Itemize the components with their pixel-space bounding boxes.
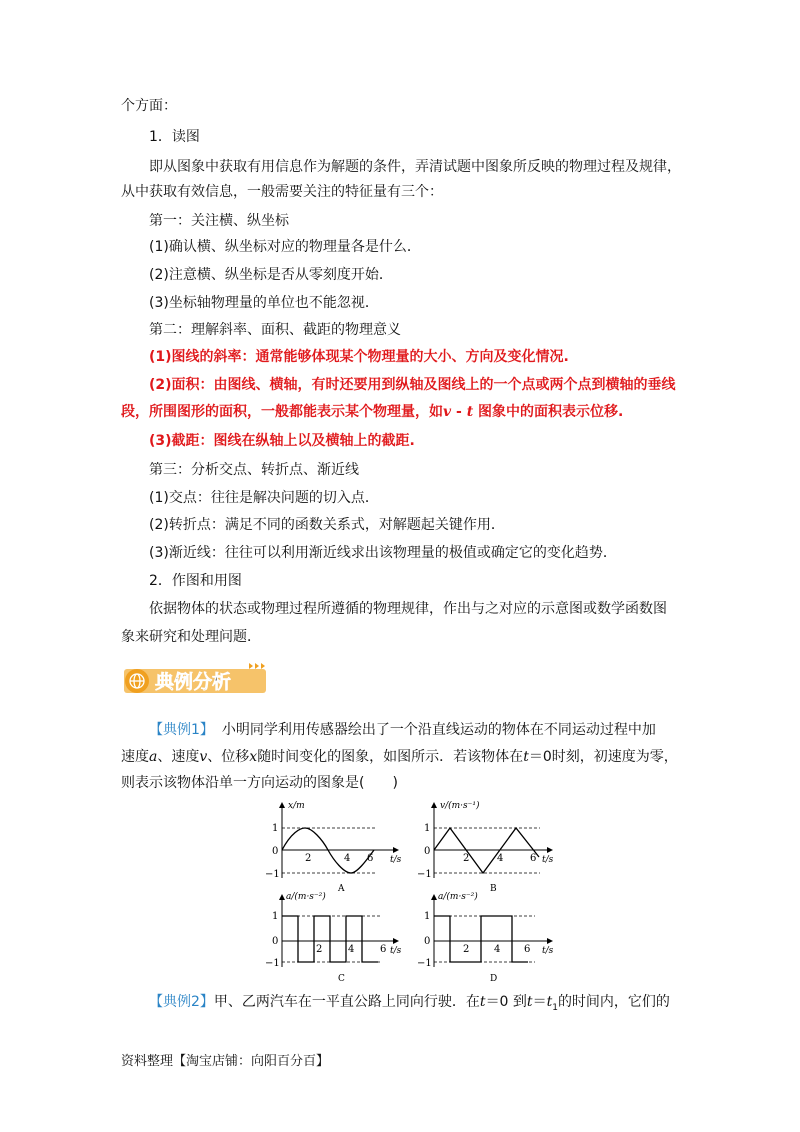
arrow-icon [255, 663, 259, 669]
highlight-line: (3)截距：图线在纵轴上以及横轴上的截距. [149, 433, 415, 449]
highlight-line: (1)图线的斜率：通常能够体现某个物理量的大小、方向及变化情况. [149, 349, 569, 365]
tick-label: 2 [463, 853, 470, 864]
tick-label: −1 [417, 958, 432, 969]
graph-b [417, 800, 554, 894]
motion-graphs [250, 795, 570, 985]
tick-label: 4 [497, 853, 504, 864]
graph-caption: C [338, 974, 345, 984]
tick-label: 6 [530, 853, 537, 864]
banner-graphic [121, 660, 271, 696]
text-line: 第一：关注横、纵坐标 [149, 213, 289, 229]
tick-label: −1 [265, 958, 280, 969]
tick-label: 1 [272, 823, 279, 834]
text-line: (1)确认横、纵坐标对应的物理量各是什么． [149, 239, 421, 255]
x-axis-label: t/s [390, 946, 402, 956]
graph-caption: A [338, 884, 345, 894]
example-tag: 【典例1】 [149, 722, 214, 738]
x-axis-label: t/s [542, 855, 554, 865]
y-axis-label: v/(m·s⁻¹) [440, 801, 480, 811]
var-v: v [443, 404, 452, 420]
highlight-line [121, 402, 623, 422]
text-line: (2)转折点：满足不同的函数关系式，对解题起关键作用． [149, 517, 505, 533]
var-t: t [523, 749, 529, 765]
text-line: (1)交点：往往是解决问题的切入点． [149, 490, 379, 506]
text-line: 第二：理解斜率、面积、截距的物理意义 [149, 322, 401, 338]
example-2-line [149, 992, 670, 1018]
tick-label: 6 [380, 944, 387, 955]
text-line: (2)注意横、纵坐标是否从零刻度开始． [149, 267, 393, 283]
tick-label: 4 [494, 944, 501, 955]
text-line: 第三：分析交点、转折点、渐近线 [149, 462, 359, 478]
tick-label: 2 [463, 944, 470, 955]
page-footer: 资料整理【淘宝店铺：向阳百分百】 [121, 1054, 330, 1069]
graph-c [265, 891, 402, 984]
var-t: t [526, 994, 533, 1010]
var-v: v [199, 749, 208, 765]
text-span: 的时间内，它们的 [557, 994, 670, 1010]
section-heading: 2．作图和用图 [149, 573, 242, 589]
var-t: t [479, 994, 486, 1010]
subscript: 1 [552, 1002, 558, 1013]
text-span: ＝0时刻，初速度为零， [528, 749, 678, 765]
section-heading: 1．读图 [149, 129, 200, 145]
tick-label: 4 [344, 853, 351, 864]
text-line: (3)坐标轴物理量的单位也不能忽视． [149, 295, 379, 311]
tick-label: 2 [316, 944, 323, 955]
tick-label: 4 [348, 944, 355, 955]
example-tag: 【典例2】 [149, 994, 214, 1010]
graph-d [417, 891, 554, 984]
text-line: 象来研究和处理问题． [121, 629, 261, 645]
text-span: 小明同学利用传感器绘出了一个沿直线运动的物体在不同运动过程中加 [221, 722, 656, 738]
tick-label: 6 [524, 944, 531, 955]
graph-caption: D [490, 974, 498, 984]
example-1-line [149, 720, 656, 740]
text-line: 个方面： [121, 98, 177, 114]
graph-a [265, 801, 402, 894]
text-span: 、位移 [207, 749, 250, 765]
var-x: x [249, 749, 258, 765]
tick-label: 1 [424, 823, 431, 834]
tick-label: −1 [265, 869, 280, 880]
var-t: t [466, 404, 474, 420]
tick-label: 6 [367, 853, 374, 864]
text-span: ＝0 到 [485, 994, 527, 1010]
highlight-line: (2)面积：由图线、横轴，有时还要用到纵轴及图线上的一个点或两个点到横轴的垂线 [149, 377, 676, 393]
tick-label: 0 [272, 936, 279, 947]
graph-caption: B [490, 884, 497, 894]
banner-title: 典例分析 [155, 671, 232, 693]
tick-label: −1 [417, 869, 432, 880]
text-span: 图象中的面积表示位移. [473, 404, 624, 420]
tick-label: 1 [424, 911, 431, 922]
x-axis-label: t/s [542, 946, 554, 956]
text-span: 、速度 [157, 749, 200, 765]
y-axis-label: a/(m·s⁻²) [438, 892, 478, 902]
var-t: t [546, 994, 553, 1010]
square-wave [434, 916, 531, 962]
arrow-icon [249, 663, 253, 669]
text-line: 从中获取有效信息，一般需要关注的特征量有三个： [121, 184, 443, 200]
tick-label: 0 [424, 846, 431, 857]
y-axis-label: a/(m·s⁻²) [286, 892, 326, 902]
var-a: a [149, 749, 158, 765]
tick-label: 0 [272, 846, 279, 857]
arrow-icon [261, 663, 265, 669]
example-1-line: 则表示该物体沿单一方向运动的图象是( ) [121, 775, 398, 791]
text-span: ＝ [532, 994, 547, 1010]
square-wave [282, 916, 378, 962]
example-banner [121, 660, 271, 696]
text-line: (3)渐近线：往往可以利用渐近线求出该物理量的极值或确定它的变化趋势． [149, 545, 617, 561]
text-span: 段，所围图形的面积，一般都能表示某个物理量，如 [121, 404, 443, 420]
tick-label: 1 [272, 911, 279, 922]
text-line: 即从图象中获取有用信息作为解题的条件，弄清试题中图象所反映的物理过程及规律， [149, 159, 681, 175]
tick-label: 0 [424, 936, 431, 947]
tick-label: 2 [305, 853, 312, 864]
text-line: 依据物体的状态或物理过程所遵循的物理规律，作出与之对应的示意图或数学函数图 [149, 601, 667, 617]
text-span: 甲、乙两汽车在一平直公路上同向行驶．在 [213, 994, 480, 1010]
text-span: 随时间变化的图象，如图所示．若该物体在 [257, 749, 524, 765]
x-axis-label: t/s [390, 855, 402, 865]
y-axis-label: x/m [288, 801, 305, 811]
example-1-line [121, 747, 678, 767]
text-span: - [451, 404, 467, 420]
text-span: 速度 [121, 749, 149, 765]
